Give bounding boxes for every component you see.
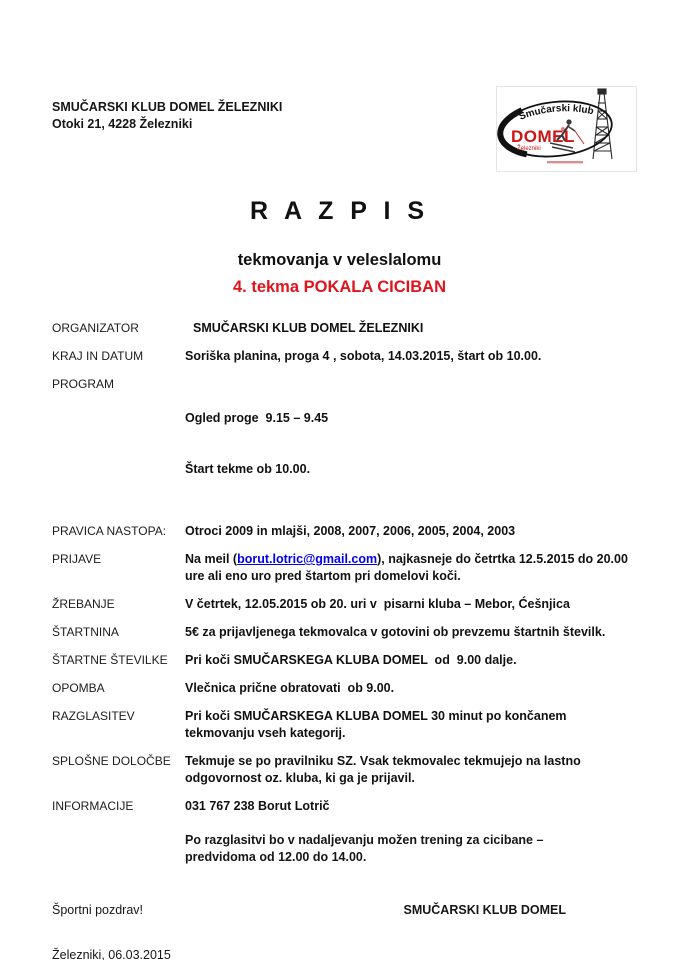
row-opomba	[52, 680, 640, 697]
training-note: Po razglasitvi bo v nadaljevanju možen trening za cicibane – predvidoma od 12.00 do 14.00.	[185, 833, 544, 864]
row-value: 031 767 238 Borut Lotrič	[185, 799, 330, 813]
club-name: SMUČARSKI KLUB DOMEL ŽELEZNIKI	[52, 100, 283, 114]
program-line-2: Štart tekme ob 10.00.	[185, 462, 311, 476]
page-subtitle: tekmovanja v veleslalomu	[237, 251, 442, 269]
row-startne-stevilke	[52, 652, 640, 669]
page-title: R A Z P I S	[249, 197, 430, 225]
row-informacije	[52, 798, 640, 815]
program-line-1: Ogled proge 9.15 – 9.45	[185, 411, 329, 425]
logo-brand-text: DOMEL	[511, 127, 575, 146]
row-startnina	[52, 624, 640, 641]
row-value: Soriška planina, proga 4 , sobota, 14.03.2015, štart ob 10.00.	[185, 349, 542, 363]
row-value: Otroci 2009 in mlajši, 2008, 2007, 2006, 2005, 2004, 2003	[185, 524, 516, 538]
row-label: PRIJAVE	[52, 552, 102, 566]
club-address: Otoki 21, 4228 Železniki	[52, 117, 193, 131]
club-info	[52, 99, 282, 133]
row-value: Pri koči SMUČARSKEGA KLUBA DOMEL 30 minut po končanem tekmovanju vseh kategorij.	[185, 709, 571, 740]
row-label: OPOMBA	[52, 681, 105, 695]
email-link[interactable]: borut.lotric@gmail.com	[237, 552, 378, 566]
row-label: ŠTARTNINA	[52, 625, 119, 639]
row-label: RAZGLASITEV	[52, 709, 135, 723]
row-value: 5€ za prijavljenega tekmovalca v gotovini ob prevzemu štartnih številk.	[185, 625, 606, 639]
row-label: PRAVICA NASTOPA:	[52, 524, 167, 538]
row-zrebanje	[52, 596, 640, 613]
prijave-text-prefix: Na meil (	[185, 552, 238, 566]
row-label: ORGANIZATOR	[52, 321, 139, 335]
row-value: Pri koči SMUČARSKEGA KLUBA DOMEL od 9.00 dalje.	[185, 653, 517, 667]
logo-website-text	[547, 161, 583, 163]
closing-signature: SMUČARSKI KLUB DOMEL	[403, 903, 566, 917]
closing-row	[0, 866, 679, 917]
row-program	[52, 376, 640, 512]
row-value: Tekmuje se po pravilniku SZ. Vsak tekmovalec tekmujejo na lastno odgovornost oz. kluba, ki ga je prijavil.	[185, 754, 585, 785]
row-value: SMUČARSKI KLUB DOMEL ŽELEZNIKI	[193, 321, 424, 335]
tower-icon	[593, 89, 612, 159]
place-date: Železniki, 06.03.2015	[52, 948, 171, 960]
closing-greeting: Športni pozdrav!	[52, 903, 144, 917]
row-prijave	[52, 551, 640, 585]
row-kraj-in-datum	[52, 348, 640, 365]
row-splosne-dolocbe	[52, 753, 640, 787]
row-label: ŠTARTNE ŠTEVILKE	[52, 653, 168, 667]
event-title: 4. tekma POKALA CICIBAN	[232, 278, 446, 296]
row-value: V četrtek, 12.05.2015 ob 20. uri v pisarni kluba – Mebor, Ćešnjica	[185, 597, 570, 611]
row-organizator	[52, 320, 640, 337]
row-label: KRAJ IN DATUM	[52, 349, 144, 363]
row-label: ŽREBANJE	[52, 597, 115, 611]
row-label: INFORMACIJE	[52, 799, 134, 813]
club-logo-graphic	[497, 87, 634, 169]
row-value: Vlečnica prične obratovati ob 9.00.	[185, 681, 395, 695]
document-header	[0, 0, 679, 172]
row-label: SPLOŠNE DOLOČBE	[52, 754, 171, 768]
prijave-text-suffix: ), najkasneje do četrtka 12.5.2015 do 20.00 ure ali eno uro pred štartom pri domelovi koči.	[185, 552, 632, 583]
logo-region-text: Železniki	[517, 146, 541, 152]
row-label: PROGRAM	[52, 377, 115, 391]
row-value	[185, 551, 640, 585]
row-value	[185, 376, 640, 512]
row-pravica-nastopa	[52, 523, 640, 540]
document-body	[0, 297, 679, 866]
logo-top-text: Smučarski klub	[517, 103, 595, 123]
club-logo	[496, 86, 637, 172]
row-razglasitev	[52, 708, 640, 742]
